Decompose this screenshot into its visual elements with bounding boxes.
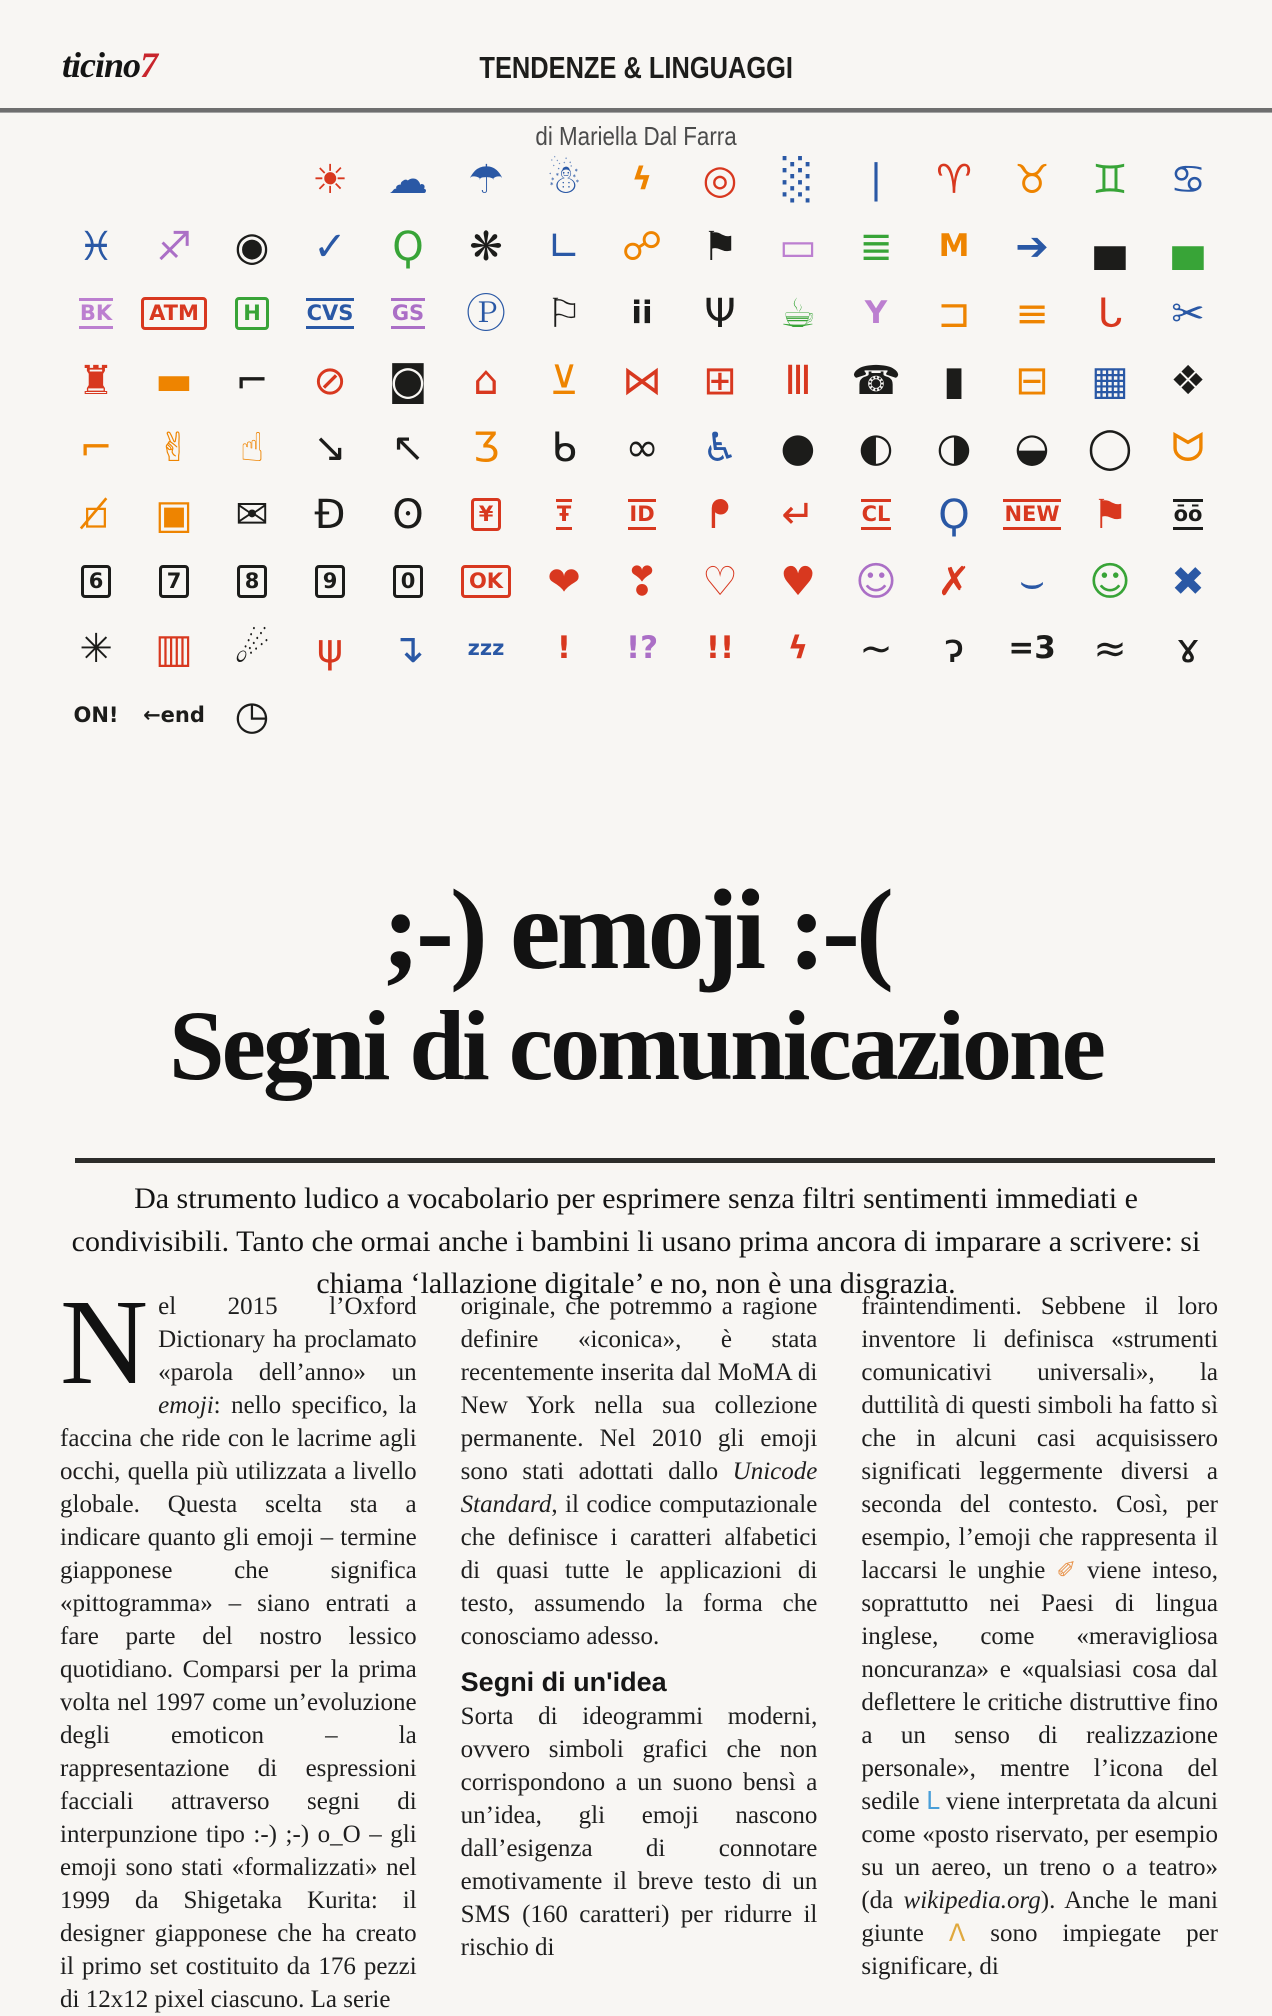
eyeglasses-icon: ∞ — [625, 424, 659, 471]
paragraph — [461, 1700, 818, 1964]
grid-cell — [291, 548, 369, 615]
text-run: wikipedia.org — [903, 1887, 1041, 1914]
grid-cell — [525, 414, 603, 481]
grid-cell — [1071, 280, 1149, 347]
gas-station-icon: GS — [391, 298, 425, 329]
grid-cell — [759, 548, 837, 615]
grid-cell — [447, 146, 525, 213]
double-exclamation-icon: !! — [705, 630, 735, 666]
camera-icon: ◙ — [388, 357, 428, 404]
text-run: viene inteso, soprattutto nei Paesi di lingua inglese, come «meravigliosa noncuranza» e «qualsiasi cosa dal deflettere le critiche distruttive fino a un senso di realizzazione personale», mentre l’icona del sedile — [861, 1557, 1219, 1815]
grid-cell — [603, 548, 681, 615]
grid-cell — [915, 548, 993, 615]
text-run: sono impiegate per significare, di — [861, 1920, 1218, 1980]
dash-face-icon: =3 — [1008, 630, 1056, 666]
no-smoking-icon: ⊘ — [313, 357, 347, 404]
aries-icon: ♈ — [936, 156, 972, 203]
grid-cell — [1071, 682, 1149, 749]
digit-eight-icon: 8 — [237, 565, 268, 598]
grid-cell — [369, 682, 447, 749]
text-run: viene interpretata da alcuni come «posto riservato, per esempio su un aereo, un treno o a teatro» (da — [861, 1788, 1219, 1914]
victory-hand-icon: ✌ — [157, 424, 191, 471]
relieved-face-icon: ⌣ — [1018, 558, 1046, 605]
grid-cell — [915, 213, 993, 280]
fog-icon: ░ — [782, 156, 814, 203]
new-moon-icon: ● — [780, 424, 816, 471]
grid-cell — [681, 682, 759, 749]
grid-cell — [57, 481, 135, 548]
text-run: emoji — [158, 1392, 214, 1419]
half-moon-icon: ◑ — [936, 424, 972, 471]
grid-cell — [993, 213, 1071, 280]
grid-cell — [447, 280, 525, 347]
pisces-icon: ♓ — [78, 223, 114, 270]
grid-cell — [759, 213, 837, 280]
grid-cell — [993, 548, 1071, 615]
end-sign-icon: ←end — [143, 703, 205, 727]
emoticon-frown: :-( — [788, 866, 890, 993]
clear-icon: CL — [861, 499, 892, 530]
teacup-icon: ☕ — [780, 290, 816, 337]
grid-cell — [291, 615, 369, 682]
restroom-icon: ii — [631, 295, 653, 331]
grid-cell — [993, 682, 1071, 749]
grid-cell — [837, 548, 915, 615]
lightning-icon: ϟ — [631, 161, 653, 197]
grid-cell — [1071, 548, 1149, 615]
standfirst-rule — [75, 1158, 1215, 1163]
grid-cell — [291, 682, 369, 749]
grid-cell — [1149, 615, 1227, 682]
grid-cell — [291, 347, 369, 414]
grid-cell — [135, 615, 213, 682]
signpost-icon: ⚐ — [546, 290, 582, 337]
text-run: : nello specifico, la faccina che ride con le lacrime agli occhi, quella più utilizzata a livello globale. Questa scelta sta a indicare quanto gli emoji – termine giapponese che significa «pittogramma» – siano entrati a fare parte del nostro lessico quotidiano. Comparsi per la prima volta nel 1997 come un’evoluzione degli emoticon – la rappresentazione di espressioni facciali attraverso segni di interpunzione tipo :-) ;-) o_O – gli emoji sono stati «formalizzati» nel 1999 da Shigetaka Kurita: il designer giapponese che ha creato il primo set costituito da 176 pezzi di 12x12 pixel ciascuno. La serie — [60, 1392, 417, 2013]
grid-cell — [135, 213, 213, 280]
red-label-icon: ▥ — [155, 625, 193, 672]
golf-icon: ✓ — [313, 223, 347, 270]
id-icon: ID — [628, 499, 655, 530]
grid-cell — [603, 481, 681, 548]
grid-cell — [525, 548, 603, 615]
snowman-icon: ☃ — [546, 156, 582, 203]
grid-cell — [213, 548, 291, 615]
folded-hands-emoji: Λ — [948, 1919, 966, 1947]
on-sign-icon: ON! — [73, 703, 119, 727]
grid-cell — [57, 213, 135, 280]
drizzle-icon: ∣ — [866, 156, 886, 203]
checkered-flag-icon: ⚑ — [702, 223, 738, 270]
text-run: Sorta di ideogrammi moderni, ovvero simboli grafici che non corrispondono a un suono bensì a un’idea, gli emoji nascono dall’esigenza di connotare emotivamente il breve testo di un SMS (160 caratteri) per ridurre il rischio di — [460, 1703, 818, 1961]
grid-cell — [447, 615, 525, 682]
grid-cell — [135, 146, 213, 213]
convenience-store-icon: CVS — [306, 298, 355, 329]
grid-cell — [57, 414, 135, 481]
baseball-icon: ◉ — [234, 223, 270, 270]
grid-cell — [213, 280, 291, 347]
grid-cell — [447, 481, 525, 548]
exclamation-icon: ! — [556, 630, 572, 666]
sun-icon: ☀ — [312, 156, 348, 203]
location-flag-icon: ⚑ — [1092, 491, 1128, 538]
paragraph — [861, 1290, 1218, 1983]
atm-icon: ATM — [141, 297, 207, 330]
headline-word: emoji — [509, 866, 763, 993]
grid-cell — [915, 682, 993, 749]
grid-cell — [291, 481, 369, 548]
curl-icon: ɂ — [944, 625, 964, 672]
grid-cell — [915, 414, 993, 481]
gift-icon: ⊞ — [703, 357, 737, 404]
phone-icon: ☎ — [851, 357, 901, 404]
grid-cell — [837, 347, 915, 414]
grid-cell — [603, 347, 681, 414]
zap-icon: ϟ — [787, 630, 809, 666]
cocktail-icon: Y — [864, 295, 888, 331]
grid-cell — [681, 481, 759, 548]
name-tag-icon: ▣ — [155, 491, 193, 538]
rope-icon: ɤ — [1176, 625, 1200, 672]
digit-nine-icon: 9 — [315, 565, 346, 598]
paragraph — [60, 1275, 417, 2016]
candles-icon: Ⅲ — [784, 357, 812, 404]
grid-cell — [135, 481, 213, 548]
grid-cell — [213, 481, 291, 548]
grid-cell — [837, 414, 915, 481]
grid-cell — [1071, 414, 1149, 481]
small-heart-icon: ♥ — [780, 558, 816, 605]
ski-icon: ∟ — [547, 223, 581, 270]
grid-cell — [1149, 347, 1227, 414]
grid-cell — [213, 213, 291, 280]
new-icon: NEW — [1003, 499, 1060, 530]
parking-icon: Ⓟ — [466, 290, 506, 337]
text-run: fraintendimenti. Sebbene il loro inventore li definisca «strumenti comunicativi universali», la duttilità di questi simboli ha fatto sì che in alcuni casi acquisissero significati leggermente diversi a seconda del contesto. Così, per esempio, l’emoji che rappresenta il laccarsi le unghie — [861, 1293, 1219, 1584]
grid-cell — [1149, 481, 1227, 548]
grid-cell — [915, 347, 993, 414]
pager-icon: ▭ — [779, 223, 817, 270]
handbag-icon: ⌂ — [473, 357, 499, 404]
section-header — [0, 50, 1272, 86]
clock-icon: ◷ — [234, 692, 270, 739]
grid-cell — [603, 682, 681, 749]
shoe-icon: ᑲ — [551, 424, 577, 471]
curved-arrow-icon: ↴ — [391, 625, 425, 672]
grid-cell — [603, 213, 681, 280]
emoticon-wink: ;-) — [382, 866, 484, 993]
tennis-icon: Ϙ — [392, 223, 424, 270]
grid-cell — [213, 682, 291, 749]
grid-cell — [447, 414, 525, 481]
ticket-icon: ▬ — [155, 357, 193, 404]
grid-cell — [525, 213, 603, 280]
digit-seven-icon: 7 — [159, 565, 190, 598]
grid-cell — [993, 414, 1071, 481]
grid-cell — [525, 682, 603, 749]
grid-cell — [1149, 682, 1227, 749]
column-1 — [60, 1275, 417, 2016]
grid-cell — [837, 481, 915, 548]
grid-cell — [603, 414, 681, 481]
d-logo-icon: Ɖ — [314, 491, 346, 538]
beer-icon: ⊐ — [937, 290, 971, 337]
header-rule — [0, 108, 1272, 113]
nail-polish-emoji: ✐ — [1056, 1556, 1077, 1584]
drop-cap: N — [60, 1275, 149, 1410]
grid-cell — [213, 414, 291, 481]
text-run: ). Anche le mani giunte — [861, 1887, 1219, 1947]
broken-heart-icon: ♡ — [702, 558, 738, 605]
grid-cell — [369, 213, 447, 280]
grid-cell — [1149, 414, 1227, 481]
arrow-down-right-icon: ↘ — [313, 424, 347, 471]
full-moon-icon: ◯ — [1087, 424, 1133, 471]
free-of-charge-icon: Ŧ — [556, 499, 572, 530]
grid-cell — [915, 481, 993, 548]
grid-cell — [291, 146, 369, 213]
paragraph — [461, 1290, 818, 1653]
wavy-dash-icon: ≈ — [1093, 625, 1127, 672]
grid-cell — [603, 146, 681, 213]
anger-icon: ✳ — [79, 625, 113, 672]
grid-cell — [1149, 213, 1227, 280]
cigarette-icon: ⌐ — [235, 357, 269, 404]
grid-cell — [447, 213, 525, 280]
sparkling-heart-icon: ❣ — [625, 558, 659, 605]
ribbon-icon: ⋈ — [622, 357, 662, 404]
text-run: originale, che potremmo a ragione definire «iconica», è stata recentemente inserita dal MoMA di New York nella sua collezione permanente. Nel 2010 gli emoji sono stati adottati dallo — [460, 1293, 818, 1485]
grid-cell — [759, 682, 837, 749]
ok-icon: OK — [461, 565, 511, 598]
open-book-icon: ⊻ — [549, 357, 579, 404]
grid-cell — [57, 615, 135, 682]
grid-cell — [57, 548, 135, 615]
grid-cell — [1149, 146, 1227, 213]
grid-cell — [759, 280, 837, 347]
memo-icon: ⊟ — [1015, 357, 1049, 404]
basketball-icon: ☍ — [621, 223, 663, 270]
enter-arrow-icon: ↵ — [781, 491, 815, 538]
grid-cell — [837, 615, 915, 682]
grid-cell — [759, 615, 837, 682]
umbrella-icon: ☂ — [468, 156, 504, 203]
mobile-phone-icon: ▮ — [942, 357, 965, 404]
grid-cell — [993, 481, 1071, 548]
grid-cell — [837, 280, 915, 347]
logo-accent: 7 — [140, 45, 158, 85]
heart-icon: ❤ — [547, 558, 581, 605]
grid-cell — [1071, 347, 1149, 414]
grid-cell — [681, 548, 759, 615]
grid-cell — [369, 481, 447, 548]
grid-cell — [369, 280, 447, 347]
grid-cell — [603, 615, 681, 682]
grid-cell — [291, 414, 369, 481]
grid-cell — [135, 280, 213, 347]
grid-cell — [993, 347, 1071, 414]
grid-cell — [681, 280, 759, 347]
fire-station-icon: ♜ — [78, 357, 114, 404]
soccer-ball-icon: ❋ — [469, 223, 503, 270]
grid-cell — [213, 146, 291, 213]
grid-cell — [837, 682, 915, 749]
text-run: , il codice computazionale che definisce i caratteri alfabetici di quasi tutte le applicazioni di testo, assumendo la forma che conosciamo adesso. — [460, 1491, 818, 1650]
grid-cell — [447, 682, 525, 749]
footprint-icon: Ʒ — [472, 424, 500, 471]
subheading: Segni di un'idea — [460, 1667, 667, 1697]
train-icon: ≣ — [859, 223, 893, 270]
grid-cell — [135, 347, 213, 414]
yen-icon: ¥ — [471, 498, 502, 531]
angry-face-icon: ✗ — [937, 558, 971, 605]
emoji-grid — [57, 146, 1227, 749]
waning-moon-icon: ◐ — [858, 424, 894, 471]
article-body — [60, 1275, 1219, 2016]
grid-cell — [1149, 280, 1227, 347]
grid-cell — [135, 414, 213, 481]
envelope-icon: ✉ — [235, 491, 269, 538]
grid-cell — [369, 347, 447, 414]
raised-hand-icon: ☝ — [239, 424, 265, 471]
byline: di Mariella Dal Farra — [535, 121, 737, 151]
grid-cell — [1071, 615, 1149, 682]
cyclone-icon: ◎ — [702, 156, 738, 203]
grid-cell — [1071, 146, 1149, 213]
headline — [0, 866, 1272, 1102]
grid-cell — [57, 347, 135, 414]
bullet-train-icon: ➔ — [1015, 223, 1049, 270]
grid-cell — [759, 481, 837, 548]
standfirst: Da strumento ludico a vocabolario per esprimere senza filtri sentimenti immediati e condivisibili. Tanto che ormai anche i bambini li usano prima ancora di imparare a scrivere: si chiama ‘lallazione digitale’ e no, non è una disgrazia. — [71, 1182, 1201, 1301]
tv-icon: ▦ — [1091, 357, 1129, 404]
grid-cell — [369, 414, 447, 481]
text-run: Unicode Standard — [460, 1458, 818, 1518]
column-3 — [861, 1290, 1218, 2016]
grid-cell — [759, 414, 837, 481]
grid-cell — [525, 146, 603, 213]
digit-zero-icon: 0 — [393, 565, 424, 598]
arrow-up-left-icon: ↖ — [391, 424, 425, 471]
grid-cell — [525, 615, 603, 682]
grid-cell — [369, 548, 447, 615]
crescent-moon-icon: ◒ — [1014, 424, 1050, 471]
column-2 — [461, 1290, 818, 2016]
grid-cell — [993, 280, 1071, 347]
grid-cell — [135, 548, 213, 615]
grid-cell — [681, 213, 759, 280]
grid-cell — [1071, 481, 1149, 548]
grid-cell — [213, 615, 291, 682]
sagittarius-icon: ♐ — [156, 223, 192, 270]
scissors-icon: ✂ — [1171, 290, 1205, 337]
metro-icon: M — [938, 228, 970, 264]
grid-cell — [681, 615, 759, 682]
squiggle-icon: ∼ — [859, 625, 893, 672]
headline-line1 — [0, 866, 1272, 993]
grid-cell — [993, 615, 1071, 682]
car-icon: ▄ — [1094, 223, 1126, 270]
rv-car-icon: ▄ — [1172, 223, 1204, 270]
grid-cell — [525, 481, 603, 548]
bank-icon: BK — [79, 298, 113, 329]
grid-cell — [681, 146, 759, 213]
grid-cell — [603, 280, 681, 347]
grid-cell — [681, 414, 759, 481]
seat-emoji: ᒪ — [926, 1787, 940, 1815]
cloud-icon: ☁ — [388, 156, 428, 203]
battery-icon: ▫̸ — [82, 491, 110, 538]
pistol-icon: ⌐ — [79, 424, 113, 471]
grid-cell — [291, 280, 369, 347]
high-heel-icon: ᒐ — [1097, 290, 1123, 337]
fox-face-icon: ᗢ — [1171, 424, 1205, 471]
grid-cell — [915, 615, 993, 682]
grid-cell — [135, 682, 213, 749]
grid-cell — [525, 280, 603, 347]
grid-cell — [837, 213, 915, 280]
grid-cell — [915, 280, 993, 347]
grid-cell — [57, 146, 135, 213]
headline-subtitle: Segni di comunicazione — [168, 990, 1104, 1102]
grid-cell — [447, 347, 525, 414]
grid-cell — [993, 146, 1071, 213]
logo-text: ticino — [62, 45, 141, 85]
text-run: el 2015 l’Oxford Dictionary ha proclamato «parola dell’anno» un — [158, 1293, 417, 1386]
d-point-icon: ʘ — [392, 491, 424, 538]
grid-cell — [1149, 548, 1227, 615]
grid-cell — [1071, 213, 1149, 280]
sleep-zzz-icon: zzz — [467, 636, 505, 660]
search-icon: Ϙ — [938, 491, 970, 538]
restaurant-icon: Ψ — [704, 290, 736, 337]
grid-cell — [915, 146, 993, 213]
grid-cell — [759, 347, 837, 414]
exclamation-question-icon: !? — [625, 630, 659, 666]
game-controller-icon: ❖ — [1170, 357, 1206, 404]
grid-cell — [759, 146, 837, 213]
key-icon: ᖰ — [709, 491, 731, 538]
cancer-icon: ♋ — [1170, 156, 1206, 203]
oo-sign-icon: ōō — [1173, 499, 1204, 530]
digit-six-icon: 6 — [81, 565, 112, 598]
grid-cell — [213, 347, 291, 414]
grid-cell — [291, 213, 369, 280]
bomb-icon: ☄ — [234, 625, 270, 672]
grid-cell — [57, 280, 135, 347]
grid-cell — [369, 615, 447, 682]
grid-cell — [57, 682, 135, 749]
grid-cell — [447, 548, 525, 615]
cat-face-icon: ☺ — [1089, 558, 1131, 605]
shy-face-icon: ☺ — [855, 558, 897, 605]
section-title: TENDENZE & LINGUAGGI — [479, 50, 793, 85]
grid-cell — [369, 146, 447, 213]
grid-cell — [837, 146, 915, 213]
hamburger-icon: ≡ — [1015, 290, 1049, 337]
hotel-icon: H — [235, 297, 269, 330]
grid-cell — [525, 347, 603, 414]
dizzy-face-icon: ✖ — [1171, 558, 1205, 605]
gemini-icon: ♊ — [1092, 156, 1128, 203]
fire-icon: ψ — [316, 625, 344, 672]
grid-cell — [681, 347, 759, 414]
taurus-icon: ♉ — [1014, 156, 1050, 203]
wheelchair-icon: ♿ — [702, 424, 738, 471]
